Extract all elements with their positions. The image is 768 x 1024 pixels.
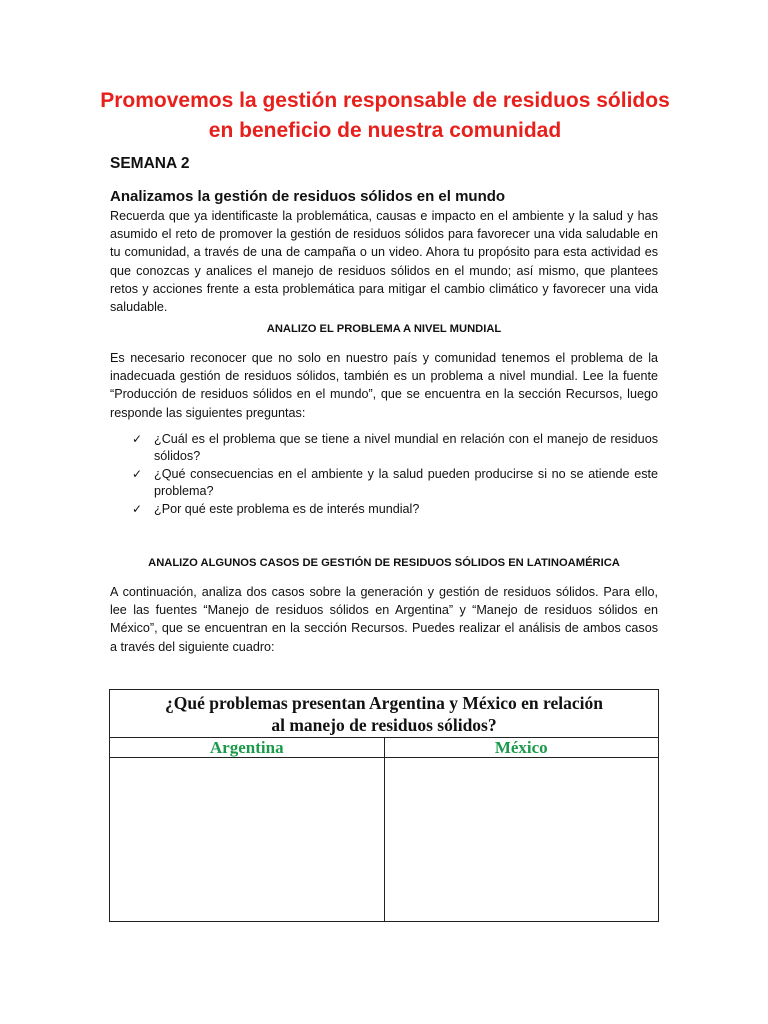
question-text: ¿Por qué este problema es de interés mundial?	[154, 502, 420, 516]
analysis-table	[109, 689, 659, 922]
question-text: ¿Qué consecuencias en el ambiente y la salud pueden producirse si no se atiende este problema?	[154, 467, 658, 498]
list-item	[128, 466, 658, 500]
title-line-1: Promovemos la gestión responsable de residuos sólidos	[100, 89, 670, 112]
list-item	[128, 431, 658, 465]
world-paragraph: Es necesario reconocer que no solo en nuestro país y comunidad tenemos el problema de la inadecuada gestión de residuos sólidos, también es un problema a nivel mundial. Lee la fuente “Producción de residuos sólidos en el mundo”, que se encuentra en la sección Recursos, luego responde las siguientes preguntas:	[110, 351, 658, 420]
section-heading-world: ANALIZO EL PROBLEMA A NIVEL MUNDIAL	[266, 323, 502, 335]
checkmark-icon: ✓	[132, 467, 143, 481]
week-label: SEMANA 2	[110, 155, 190, 172]
checkmark-icon: ✓	[132, 502, 143, 516]
question-text: ¿Cuál es el problema que se tiene a nivel mundial en relación con el manejo de residuos sólidos?	[154, 432, 658, 463]
latam-paragraph: A continuación, analiza dos casos sobre la generación y gestión de residuos sólidos. Para ello, lee las fuentes “Manejo de residuos sólidos en Argentina” y “Manejo de residuos sólidos en México”, que se encuentran en la sección Recursos. Puedes realizar el análisis de ambos casos a través del siguiente cuadro:	[110, 585, 658, 654]
answer-cell-argentina[interactable]	[110, 758, 385, 922]
table-question-cell	[110, 690, 659, 738]
list-item	[128, 501, 658, 518]
intro-paragraph: Recuerda que ya identificaste la problemática, causas e impacto en el ambiente y la salud y has asumido el reto de promover la gestión de residuos sólidos para favorecer una vida saludable en tu comunidad, a través de una de campaña o un video. Ahora tu propósito para esta actividad es que conozcas y analices el manejo de residuos sólidos en el mundo; así mismo, que plantees retos y acciones frente a esta problemática para mitigar el cambio climático y favorecer una vida saludable.	[110, 209, 658, 315]
column-header-argentina: Argentina	[110, 738, 385, 758]
column-header-mexico: México	[384, 738, 659, 758]
page-title	[60, 86, 710, 146]
section-subtitle: Analizamos la gestión de residuos sólidos en el mundo	[110, 188, 506, 205]
table-question-line-1: ¿Qué problemas presentan Argentina y México en relación	[165, 692, 603, 713]
checkmark-icon: ✓	[132, 432, 143, 446]
question-list	[128, 431, 658, 519]
answer-cell-mexico[interactable]	[384, 758, 659, 922]
table-question-line-2: al manejo de residuos sólidos?	[271, 714, 497, 735]
title-line-2: en beneficio de nuestra comunidad	[208, 119, 562, 142]
section-heading-latam: ANALIZO ALGUNOS CASOS DE GESTIÓN DE RESIDUOS SÓLIDOS EN LATINOAMÉRICA	[148, 557, 620, 569]
